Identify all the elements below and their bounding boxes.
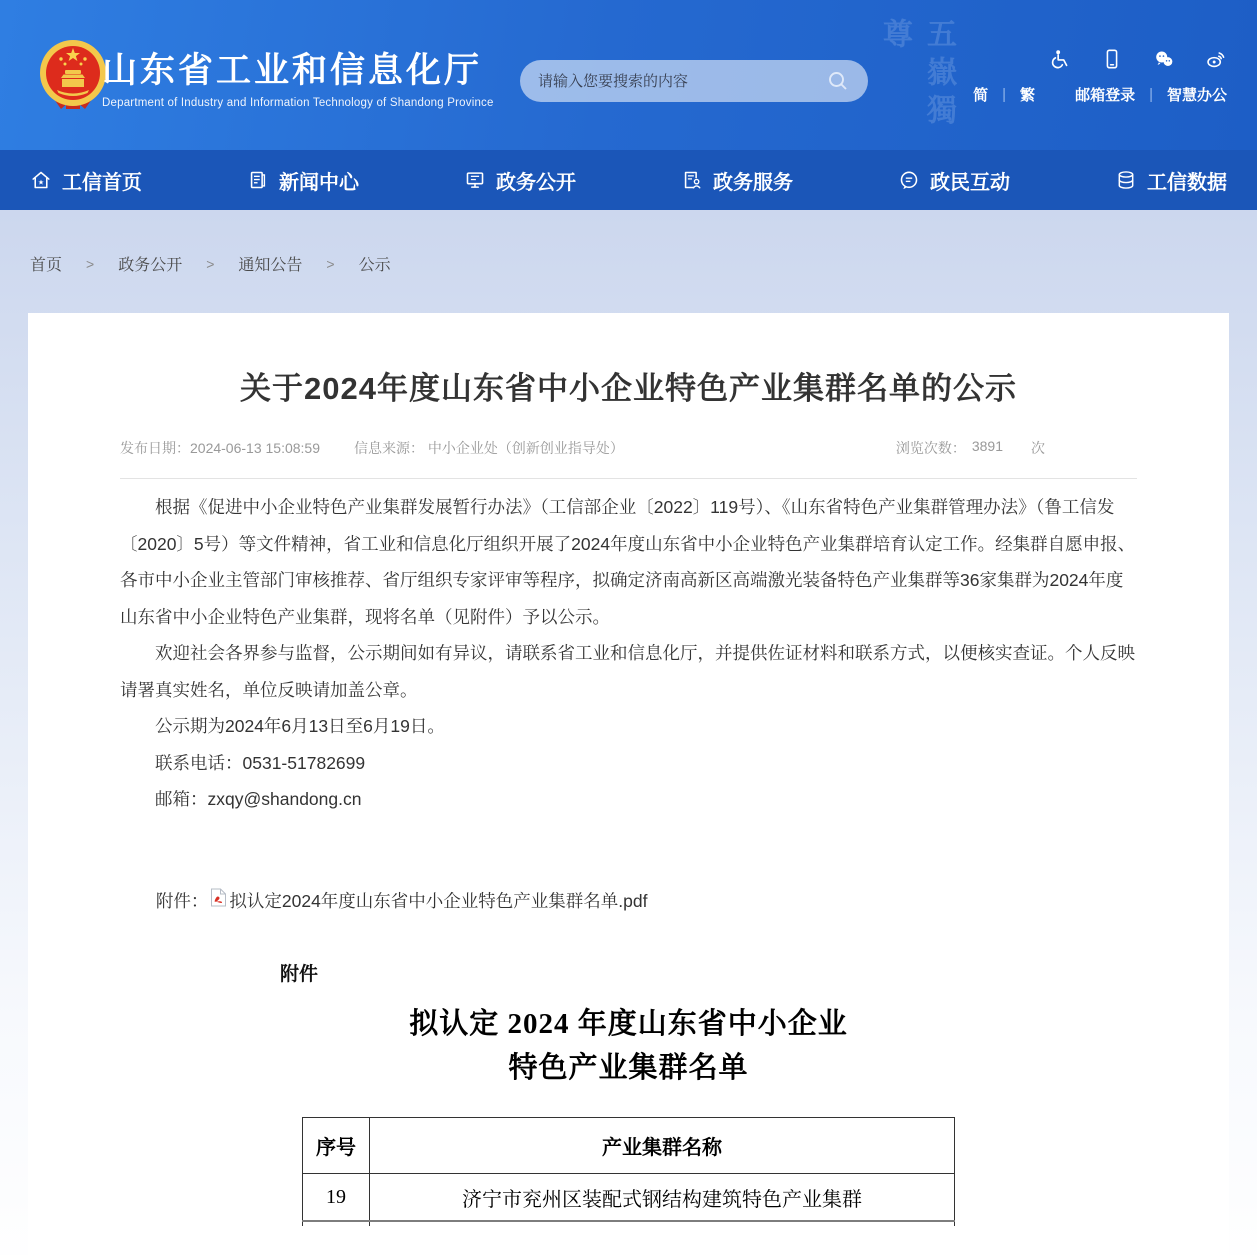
breadcrumb xyxy=(0,210,1257,275)
header-icon-row xyxy=(973,48,1227,70)
nav-item-label: 工信首页 xyxy=(62,171,142,194)
speech-bubble-icon xyxy=(898,169,920,191)
col-header-name: 产业集群名称 xyxy=(370,1118,955,1174)
site-subtitle: Department of Industry and Information Technology of Shandong Province xyxy=(102,96,494,109)
accessibility-icon[interactable] xyxy=(1049,48,1071,70)
article-title: 关于2024年度山东省中小企业特色产业集群名单的公示 xyxy=(240,371,1017,406)
table-row-cutoff xyxy=(303,1221,955,1226)
article-meta-left xyxy=(120,438,624,458)
article-paragraph: 公示期为2024年6月13日至6月19日。 xyxy=(155,716,445,736)
breadcrumb-separator: > xyxy=(326,255,335,272)
article-card xyxy=(28,313,1229,1255)
table-header-row xyxy=(303,1118,955,1174)
table-row xyxy=(303,1174,955,1221)
attachment-link[interactable] xyxy=(208,888,647,913)
article-body xyxy=(120,489,1137,818)
view-count-label: 浏览次数： xyxy=(895,440,966,456)
database-icon xyxy=(1115,169,1137,191)
nav-item-home[interactable] xyxy=(30,166,142,195)
mobile-icon[interactable] xyxy=(1101,48,1123,70)
document-title-line2: 特色产业集群名单 xyxy=(508,1052,749,1085)
article-paragraph: 根据《促进中小企业特色产业集群发展暂行办法》（工信部企业〔2022〕119号）、《山东省特色产业集群管理办法》（鲁工信发〔2020〕5号）等文件精神，省工业和信息化厅组织开展了2024年度山东省中小企业特色产业集群培育认定工作。经集群自愿申报、各市中小企业主管部门审核推荐、省厅组织专家评审等程序，拟确定济南高新区高端激光装备特色产业集群等36家集群为2024年度山东省中小企业特色产业集群，现将名单（见附件）予以公示。 xyxy=(120,497,1136,627)
page-background xyxy=(0,210,1257,1255)
header-link-row xyxy=(973,84,1227,105)
attachment-row xyxy=(120,888,1137,913)
cluster-table xyxy=(302,1117,955,1226)
site-identity xyxy=(102,52,494,109)
meta-divider xyxy=(120,478,1137,479)
breadcrumb-current: 公示 xyxy=(358,257,391,274)
breadcrumb-notices[interactable]: 通知公告 xyxy=(238,257,303,274)
pdf-file-icon xyxy=(210,888,227,907)
news-icon xyxy=(247,169,269,191)
link-separator: | xyxy=(1149,86,1153,103)
weibo-icon[interactable] xyxy=(1205,48,1227,70)
article-paragraph: 联系电话：0531-51782699 xyxy=(155,752,366,773)
lang-simplified-link[interactable]: 简 xyxy=(973,87,989,104)
view-count xyxy=(896,438,1045,458)
nav-item-label: 新闻中心 xyxy=(279,171,359,194)
attachment-label: 附件： xyxy=(155,890,209,911)
document-title-line1: 拟认定 2024 年度山东省中小企业 xyxy=(409,1007,848,1040)
nav-item-public-interaction[interactable] xyxy=(898,166,1010,195)
document-title xyxy=(120,1002,1137,1092)
monitor-icon xyxy=(464,169,486,191)
nav-item-gov-services[interactable] xyxy=(681,166,793,195)
col-header-no: 序号 xyxy=(303,1118,370,1174)
link-separator: | xyxy=(1002,86,1007,103)
main-nav xyxy=(0,150,1257,210)
smart-office-link[interactable]: 智慧办公 xyxy=(1166,87,1227,104)
site-title: 山东省工业和信息化厅 xyxy=(102,51,483,90)
row-name: 济宁市兖州区装配式钢结构建筑特色产业集群 xyxy=(370,1174,955,1221)
header-utilities xyxy=(973,48,1227,105)
lang-traditional-link[interactable]: 繁 xyxy=(1020,87,1036,104)
breadcrumb-separator: > xyxy=(206,255,215,272)
nav-item-label: 政务公开 xyxy=(496,171,576,194)
wechat-icon[interactable] xyxy=(1153,48,1175,70)
nav-item-news[interactable] xyxy=(247,166,359,195)
search-bar xyxy=(520,60,868,102)
view-count-unit: 次 xyxy=(1031,440,1045,456)
nav-item-label: 政务服务 xyxy=(713,171,793,194)
view-count-value: 3891 xyxy=(971,438,1003,454)
attachment-filename: 拟认定2024年度山东省中小企业特色产业集群名单.pdf xyxy=(229,890,648,911)
search-icon[interactable] xyxy=(826,69,850,93)
national-emblem-logo xyxy=(35,37,111,113)
home-icon xyxy=(30,169,52,191)
nav-item-label: 工信数据 xyxy=(1147,171,1227,194)
nav-item-data[interactable] xyxy=(1115,166,1227,195)
document-person-icon xyxy=(681,169,703,191)
article-paragraph: 欢迎社会各界参与监督，公示期间如有异议，请联系省工业和信息化厅，并提供佐证材料和联系方式，以便核实查证。个人反映请署真实姓名，单位反映请加盖公章。 xyxy=(120,643,1135,700)
nav-item-label: 政民互动 xyxy=(930,171,1010,194)
row-no: 19 xyxy=(303,1174,370,1221)
site-header xyxy=(0,0,1257,150)
background-watermark: 五嶽獨尊 xyxy=(878,18,955,132)
publish-date: 发布日期：2024-06-13 15:08:59 xyxy=(120,440,320,456)
preview-label: 附件 xyxy=(280,963,319,985)
article-meta xyxy=(120,438,1137,458)
breadcrumb-gov-disclosure[interactable]: 政务公开 xyxy=(118,257,183,274)
breadcrumb-separator: > xyxy=(86,255,95,272)
breadcrumb-home[interactable]: 首页 xyxy=(30,257,63,274)
article-paragraph: 邮箱：zxqy@shandong.cn xyxy=(155,789,362,809)
mail-login-link[interactable]: 邮箱登录 xyxy=(1075,87,1136,104)
search-input[interactable] xyxy=(538,73,826,90)
info-source: 信息来源： 中小企业处（创新创业指导处） xyxy=(354,440,624,456)
attachment-preview xyxy=(120,959,1137,1226)
nav-item-gov-disclosure[interactable] xyxy=(464,166,576,195)
